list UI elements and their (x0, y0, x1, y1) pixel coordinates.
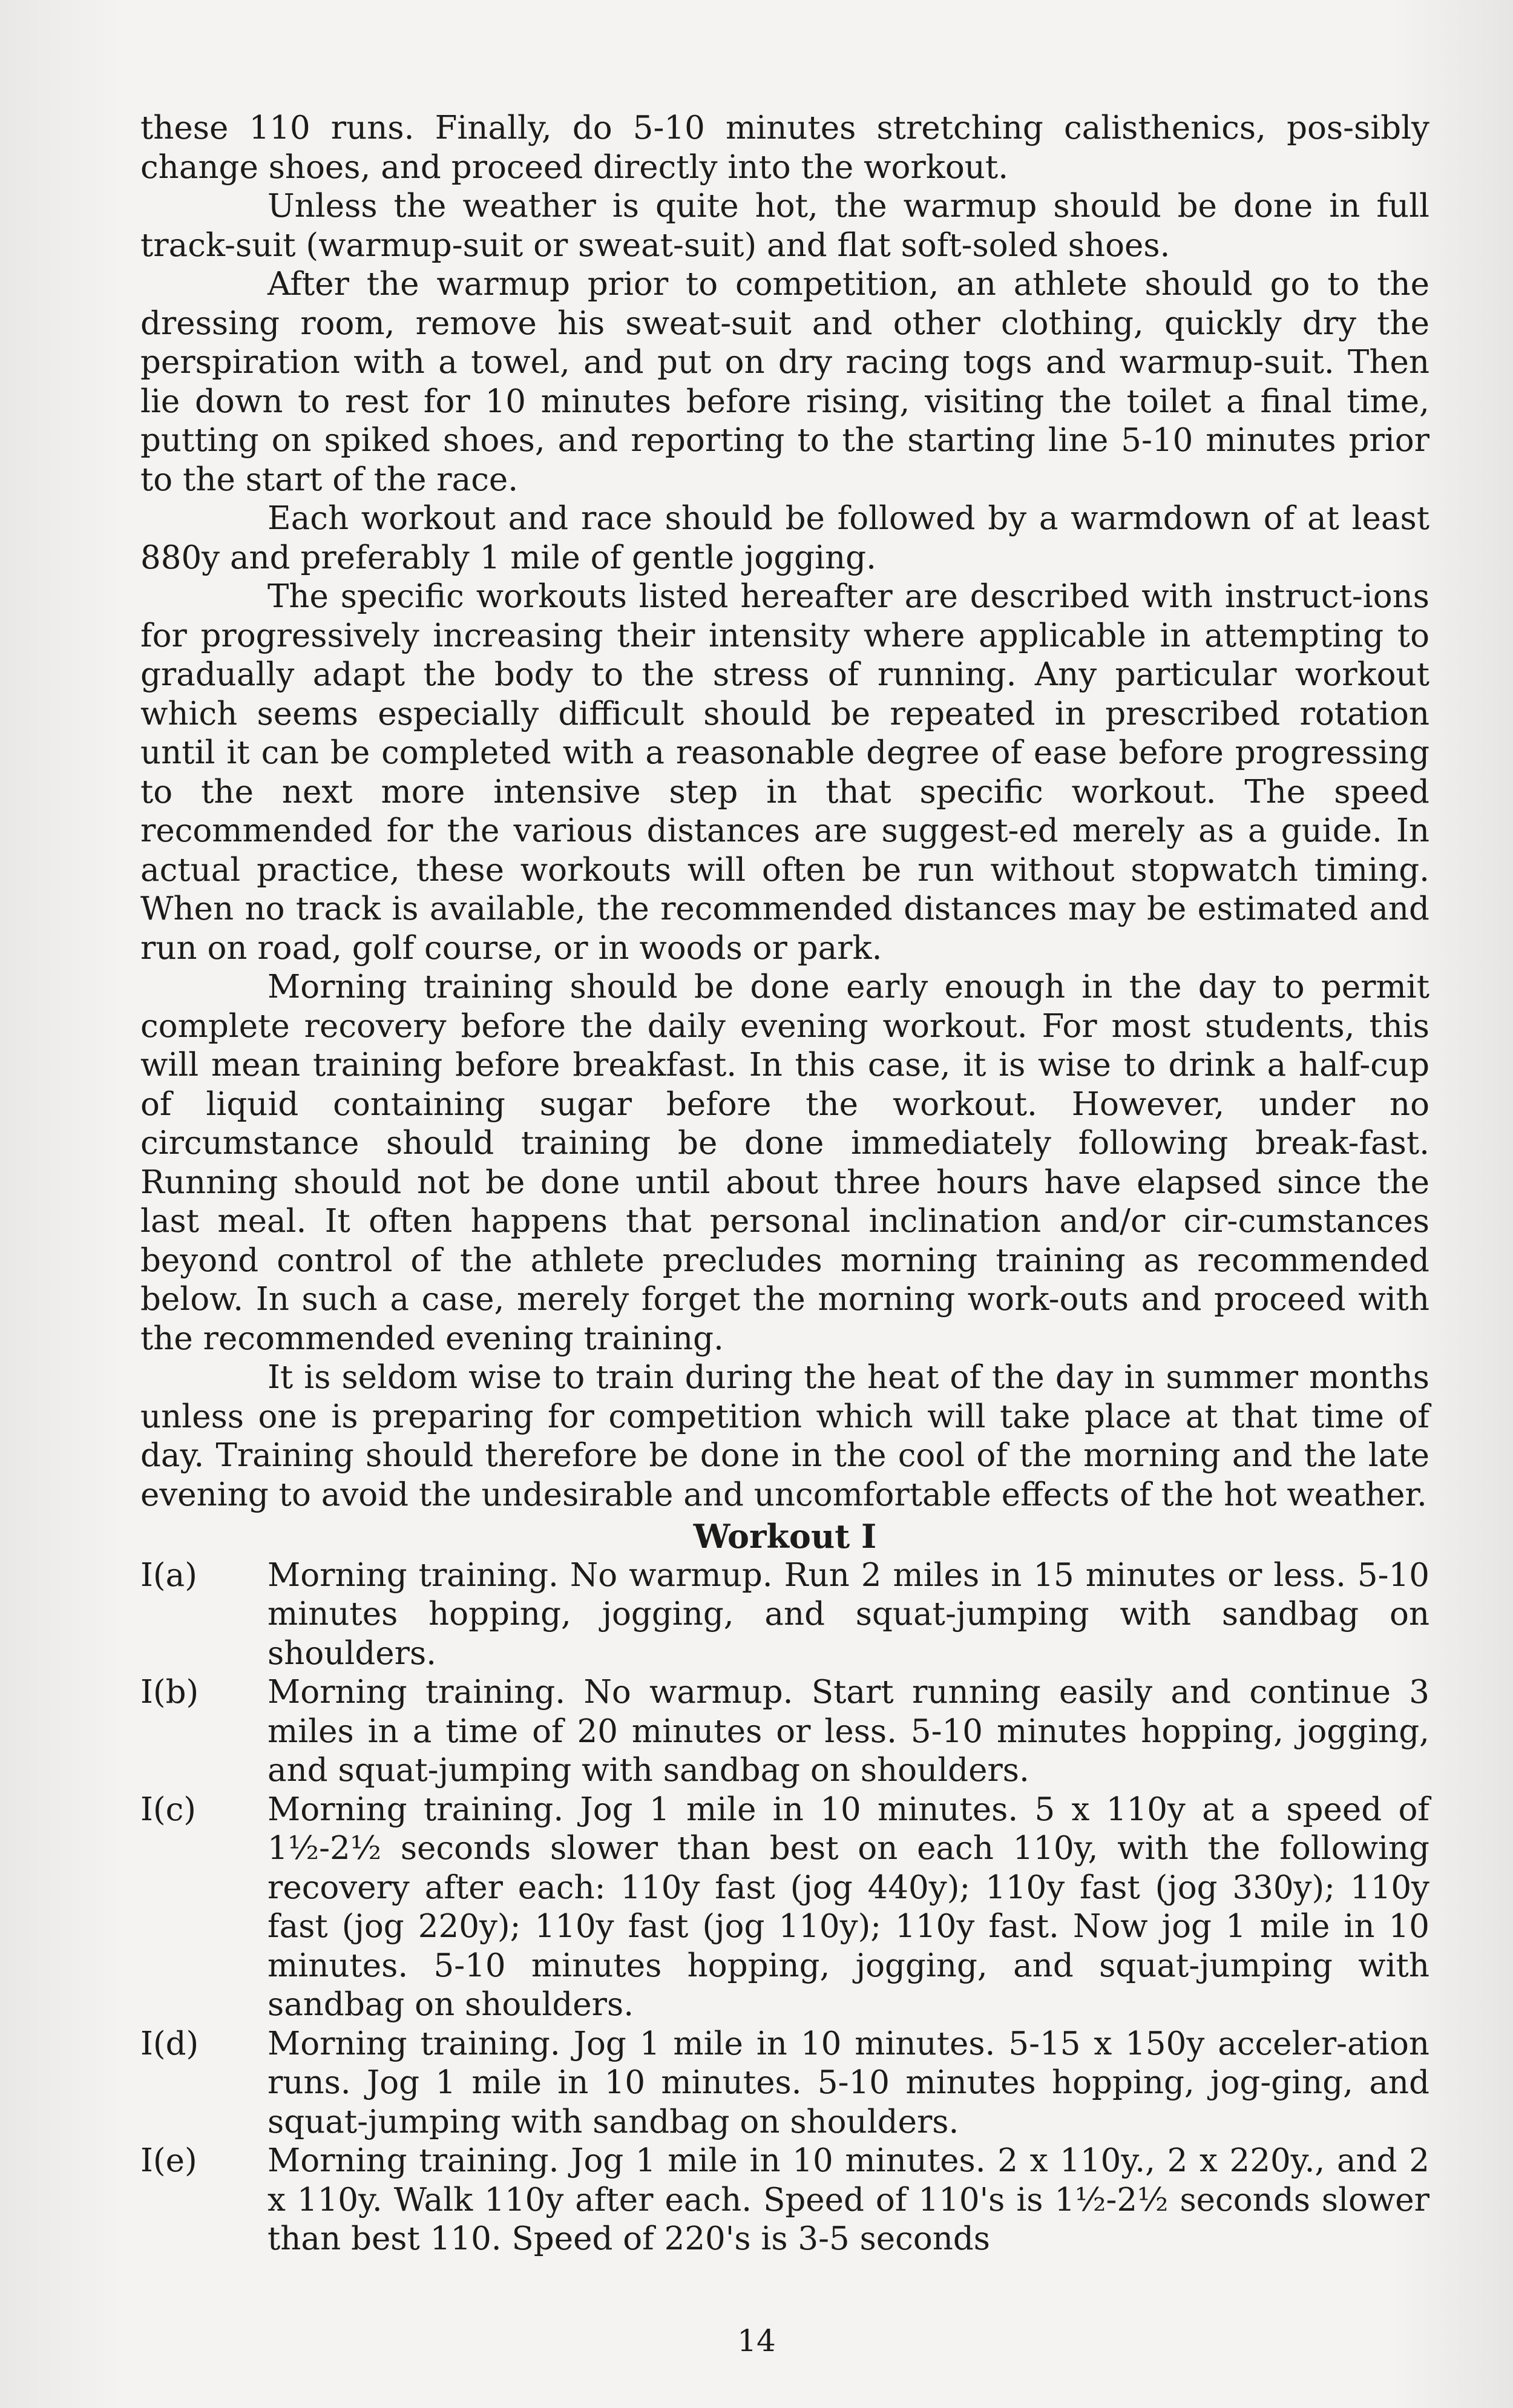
workout-item-label: I(c) (140, 1791, 196, 1828)
paragraph-heat-of-day: It is seldom wise to train during the heat of the day in summer months unless one is preparing for competition which will take place at that time of day. Training should therefore be done in the cool of the morning and the late evening to avoid the undesirable and uncomfortable effects of the hot weather. (140, 1359, 1429, 1513)
page-number: 14 (737, 2323, 776, 2358)
workout-item-text: Morning training. Jog 1 mile in 10 minutes. 5 x 110y at a speed of 1½-2½ seconds slower than best on each 110y, with the following recovery after each: 110y fast (jog 440y); 110y fast (jog 330y); 110y fast (jog 220y); 110y fast (jog 110y); 110y fast. Now jog 1 mile in 10 minutes. 5-10 minutes hopping, jogging, and squat-jumping with sandbag on shoulders. (267, 1791, 1429, 2023)
workout-item-text: Morning training. No warmup. Run 2 miles in 15 minutes or less. 5-10 minutes hopping, jogging, and squat-jumping with sandbag on shoulders. (267, 1556, 1429, 1672)
paragraph-warmup-attire: Unless the weather is quite hot, the warmup should be done in full track-suit (warmup-suit or sweat-suit) and flat soft-soled shoes. (140, 188, 1429, 264)
paragraph-pre-competition: After the warmup prior to competition, an athlete should go to the dressing room, remove his sweat-suit and other clothing, quickly dry the perspiration with a towel, and put on dry racing togs and warmup-suit. Then lie down to rest for 10 minutes before rising, visiting the toilet a final time, putting on spiked shoes, and reporting to the starting line 5-10 minutes prior to the start of the race. (140, 266, 1429, 498)
workout-item-text: Morning training. Jog 1 mile in 10 minutes. 5-15 x 150y acceler-ation runs. Jog 1 mile in 10 minutes. 5-10 minutes hopping, jog-ging, and squat-jumping with sandbag on shoulders. (267, 2025, 1429, 2140)
workout-item-text: Morning training. No warmup. Start running easily and continue 3 miles in a time of 20 minutes or less. 5-10 minutes hopping, jogging, and squat-jumping with sandbag on shoulders. (267, 1674, 1429, 1789)
workout-item-text: Morning training. Jog 1 mile in 10 minutes. 2 x 110y., 2 x 220y., and 2 x 110y. Walk 110y after each. Speed of 110's is 1½-2½ seconds slower than best 110. Speed of 220's is 3-5 seconds (267, 2142, 1429, 2257)
workout-item-label: I(e) (140, 2142, 197, 2179)
workout-list (140, 1556, 1429, 2259)
paragraph-specific-workouts: The specific workouts listed hereafter are described with instruct-ions for progressively increasing their intensity where applicable in attempting to gradually adapt the body to the stress of running. Any particular workout which seems especially difficult should be repeated in prescribed rotation until it can be completed with a reasonable degree of ease before progressing to the next more intensive step in that specific workout. The speed recommended for the various distances are suggest-ed merely as a guide. In actual practice, these workouts will often be run without stopwatch timing. When no track is available, the recommended distances may be estimated and run on road, golf course, or in woods or park. (140, 578, 1429, 967)
workout-item-label: I(a) (140, 1556, 197, 1594)
workout-item-label: I(d) (140, 2025, 199, 2062)
workout-item (140, 1556, 1429, 1674)
paragraph-morning-training: Morning training should be done early enough in the day to permit complete recovery before the daily evening workout. For most students, this will mean training before breakfast. In this case, it is wise to drink a half-cup of liquid containing sugar before the workout. However, under no circumstance should training be done immediately following break-fast. Running should not be done until about three hours have elapsed since the last meal. It often happens that personal inclination and/or cir-cumstances beyond control of the athlete precludes morning training as recommended below. In such a case, merely forget the morning work-outs and proceed with the recommended evening training. (140, 969, 1429, 1357)
paragraph-warmdown: Each workout and race should be followed by a warmdown of at least 880y and preferably 1 mile of gentle jogging. (140, 500, 1429, 576)
workout-item (140, 1791, 1429, 2025)
workout-item-label: I(b) (140, 1674, 199, 1711)
workout-item (140, 2142, 1429, 2259)
workout-heading: Workout I (693, 1517, 877, 1556)
workout-item (140, 1673, 1429, 1791)
workout-item (140, 2025, 1429, 2142)
body-text (140, 109, 1429, 2259)
paragraph-continuation: these 110 runs. Finally, do 5-10 minutes stretching calisthenics, pos-sibly change shoes, and proceed directly into the workout. (140, 110, 1429, 186)
